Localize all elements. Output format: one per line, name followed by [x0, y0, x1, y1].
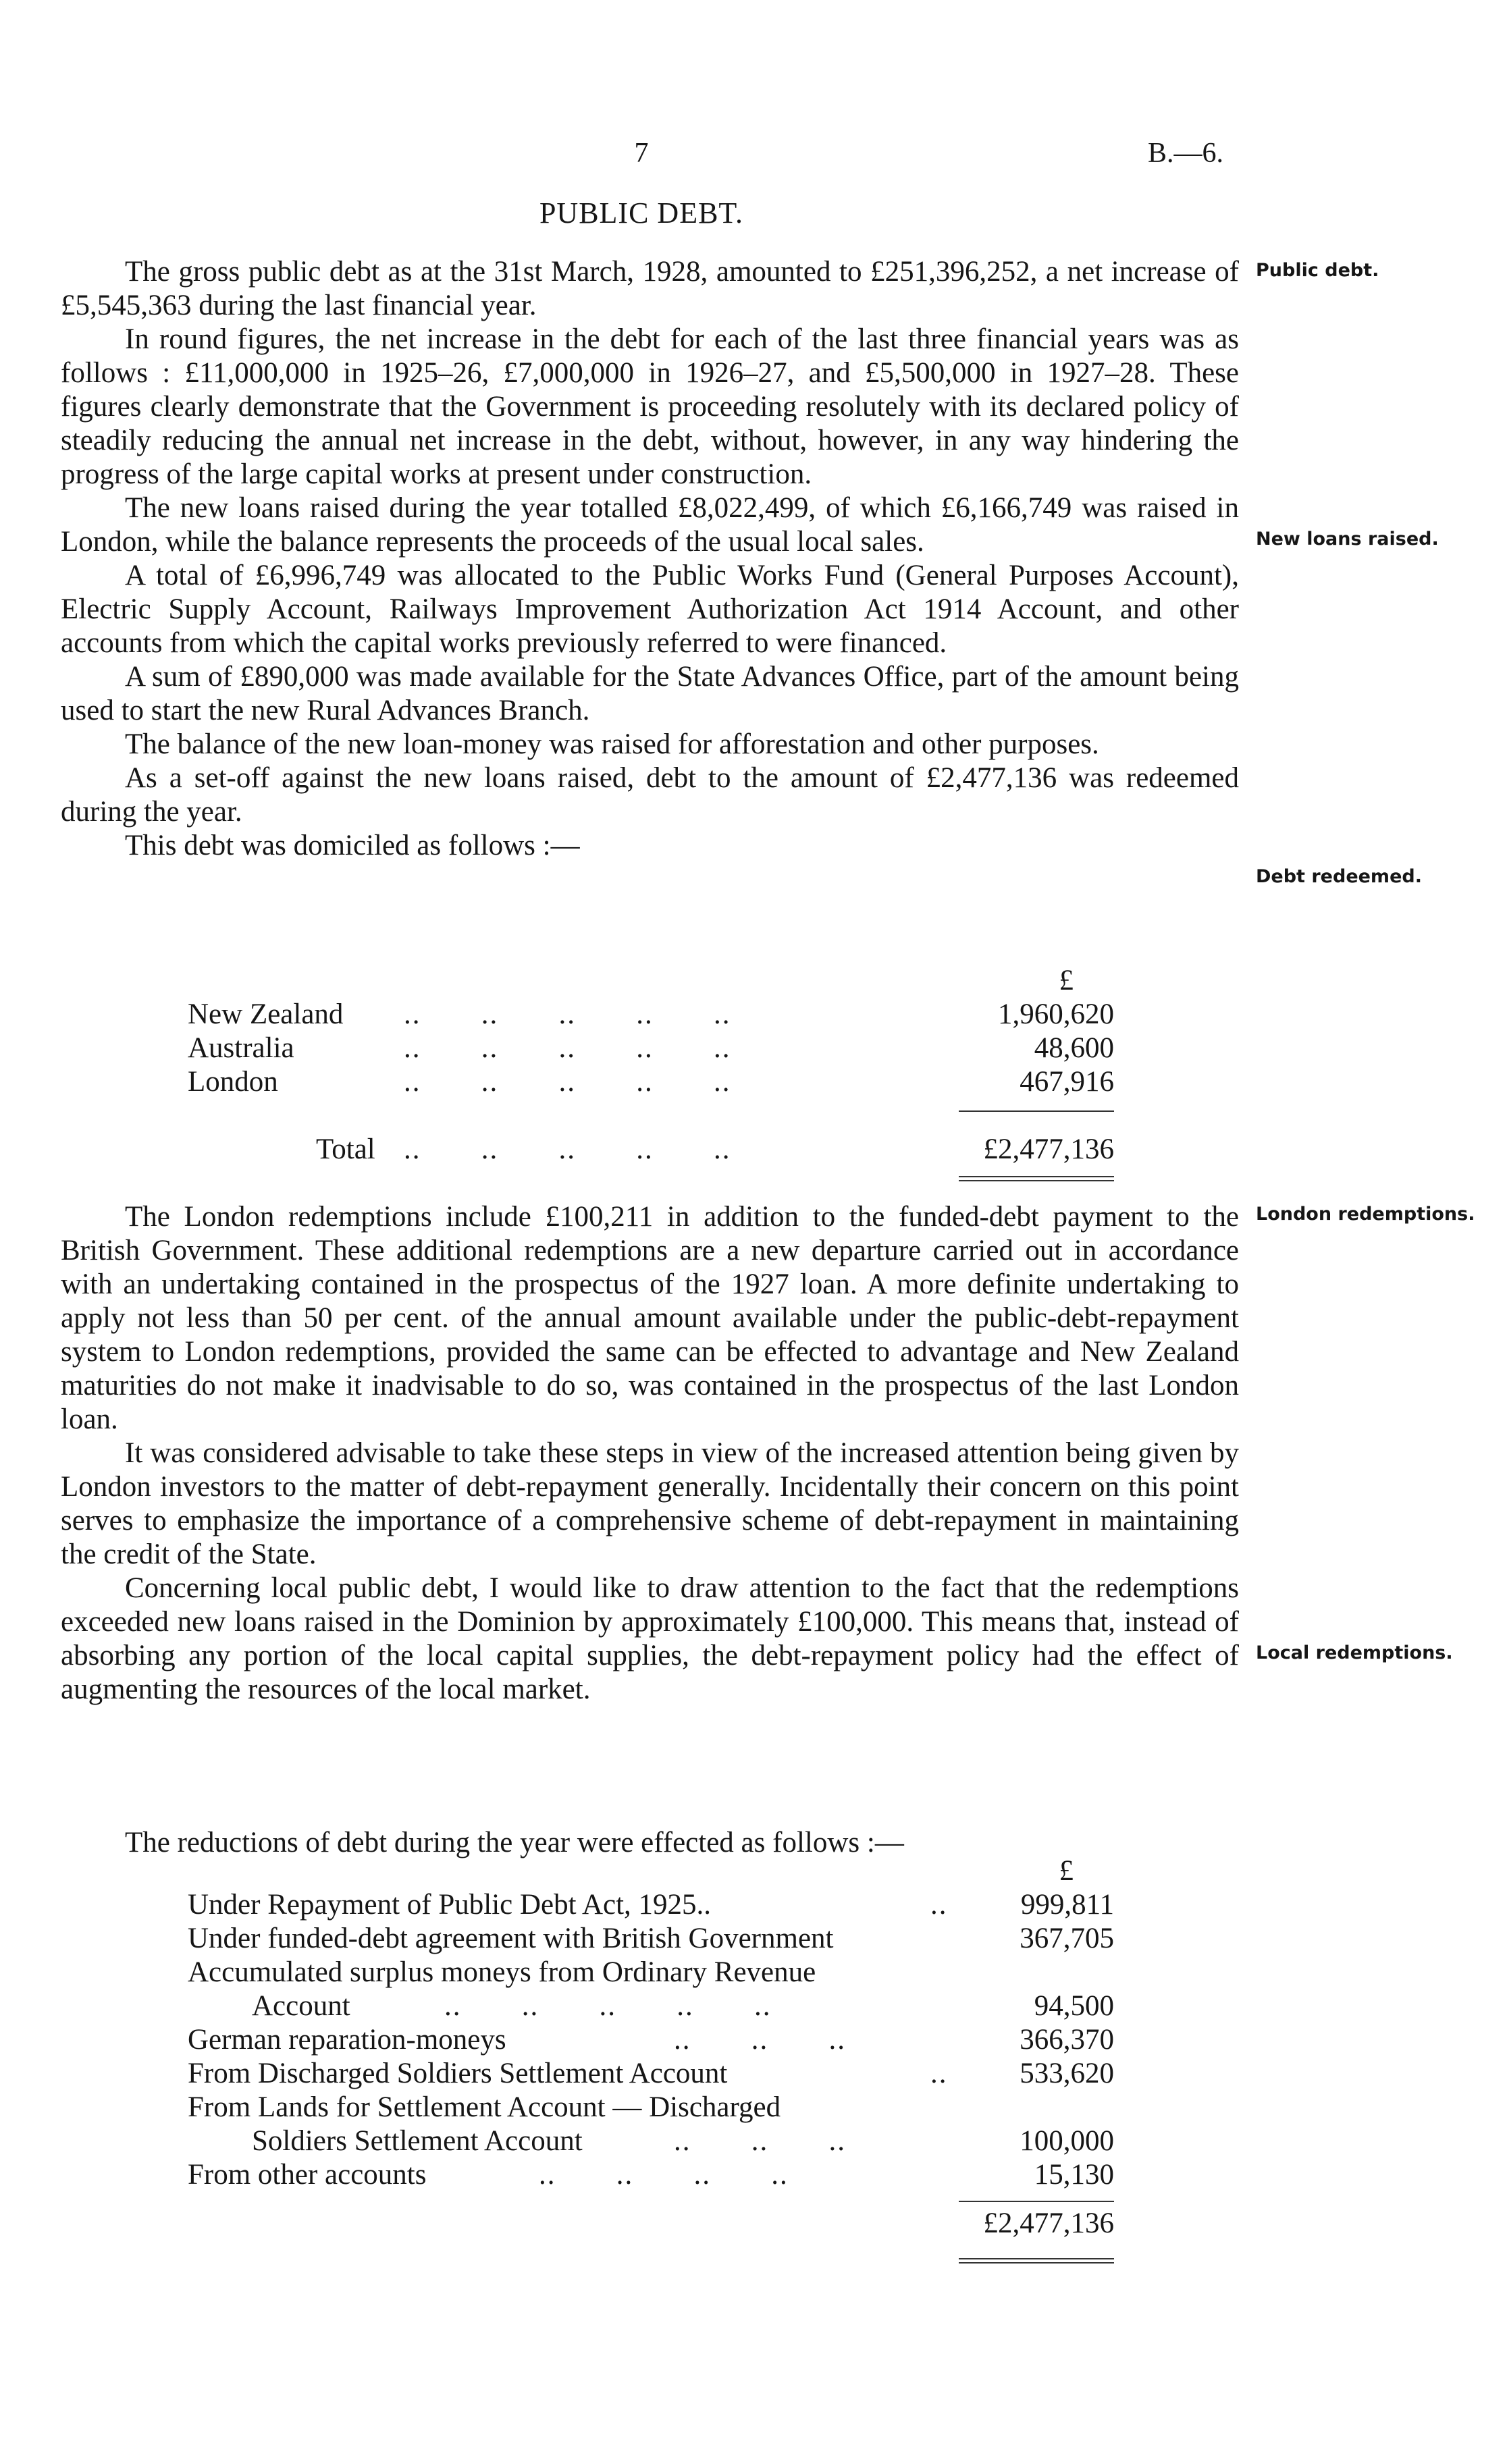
paragraph-net-increase: In round figures, the net increase in the debt for each of the last three financial years was as follows : £11,000,000 in 1925–26, £7,000,000 in 1926–27, and £5,500,000 in 1927–28. These figures clearly demonstrate that the Government is proceeding resolutely with its declared policy of steadily reducing the annual net increase in the debt, without, however, in any way hindering the progress of the large capital works at present under construction. [61, 323, 1239, 490]
page-title: PUBLIC DEBT. [539, 196, 744, 230]
row-value: 467,916 [1020, 1066, 1114, 1098]
side-note-public-debt: Public debt. [1256, 260, 1379, 281]
side-note-local-redemptions: Local redemptions. [1256, 1642, 1453, 1663]
total-rule [959, 1176, 1114, 1177]
table-row: Soldiers Settlement Account .. .. .. 100,000 [252, 2125, 1114, 2157]
row-value: 15,130 [1034, 2159, 1114, 2191]
table-row: German reparation-moneys .. .. .. 366,370 [188, 2024, 1114, 2056]
total-double-rule [959, 1180, 1114, 1181]
row-value: 48,600 [1034, 1032, 1114, 1064]
table-row: New Zealand .. .. .. .. .. 1,960,620 [188, 998, 1114, 1030]
row-label: From other accounts [188, 2159, 427, 2191]
paragraph-allocation: A total of £6,996,749 was allocated to the Public Works Fund (General Purposes Account), Electric Supply Account, Railways Improvement Authorization Act 1914 Account, and other accounts from which the capital works previously referred to were financed. [61, 560, 1239, 659]
paragraph-local-debt: Concerning local public debt, I would like to draw attention to the fact that the redemptions exceeded new loans raised in the Dominion by approximately £100,000. This means that, instead of absorbing any portion of the local capital supplies, the debt-repayment policy had the effect of augmenting the resources of the local market. [61, 1572, 1239, 1705]
row-label: From Discharged Soldiers Settlement Account [188, 2058, 728, 2089]
row-value: 366,370 [1020, 2024, 1114, 2056]
row-label: Account [252, 1990, 350, 2022]
paragraph-state-advances: A sum of £890,000 was made available for the State Advances Office, part of the amount being used to start the new Rural Advances Branch. [61, 661, 1239, 726]
table-row: Australia .. .. .. .. .. 48,600 [188, 1032, 1114, 1064]
reductions-table [188, 1855, 1114, 2241]
row-value: 1,960,620 [998, 998, 1114, 1030]
total-value: £2,477,136 [983, 2207, 1114, 2239]
document-reference: B.—6. [1148, 138, 1224, 169]
total-double-rule [959, 2262, 1114, 2264]
paragraph-debt-redeemed: As a set-off against the new loans raised, debt to the amount of £2,477,136 was redeemed during the year. [61, 762, 1239, 828]
table-row: Under Repayment of Public Debt Act, 1925.. .. 999,811 [188, 1889, 1114, 1921]
currency-header: £ [1059, 1855, 1074, 1887]
paragraph-gross-debt: The gross public debt as at the 31st March, 1928, amounted to £251,396,252, a net increase of £5,545,363 during the last financial year. [61, 256, 1239, 321]
total-value: £2,477,136 [983, 1133, 1114, 1165]
row-value: 533,620 [1020, 2058, 1114, 2089]
row-label: New Zealand [188, 998, 344, 1030]
total-row [188, 2207, 1114, 2241]
paragraph-london-redemptions: The London redemptions include £100,211 in addition to the funded-debt payment to the British Government. These additional redemptions are a new departure carried out in accordance with an undertaking contained in the prospectus of the 1927 loan. A more definite undertaking to apply not less than 50 per cent. of the annual amount available under the public-debt-repayment system to London redemptions, provided the same can be effected to advantage and New Zealand maturities do not make it inadvisable to do so, was contained in the prospectus of the last London loan. [61, 1201, 1239, 1435]
paragraph-afforestation: The balance of the new loan-money was raised for afforestation and other purposes. [125, 728, 1099, 760]
row-label: Under funded-debt agreement with British Government [188, 1923, 834, 1954]
row-label: German reparation-moneys [188, 2024, 506, 2056]
row-label: Accumulated surplus moneys from Ordinary Revenue [188, 1956, 816, 1988]
side-note-debt-redeemed: Debt redeemed. [1256, 866, 1422, 887]
paragraph-london-investors: It was considered advisable to take these steps in view of the increased attention being given by London investors to the matter of debt-repayment generally. Incidentally their concern on this point serves to emphasize the importance of a comprehensive scheme of debt-repayment in maintaining the credit of the State. [61, 1437, 1239, 1570]
side-note-new-loans: New loans raised. [1256, 529, 1439, 550]
side-note-london-redemptions: London redemptions. [1256, 1204, 1475, 1225]
paragraph-reductions: The reductions of debt during the year were effected as follows :— [125, 1827, 904, 1858]
table-row [188, 1922, 1114, 1956]
table-row: From Discharged Soldiers Settlement Account .. 533,620 [188, 2058, 1114, 2089]
row-label: Under Repayment of Public Debt Act, 1925.. [188, 1889, 712, 1921]
table-row [188, 1956, 1114, 1989]
paragraph-domiciled: This debt was domiciled as follows :— [125, 830, 580, 861]
row-label: Australia [188, 1032, 294, 1064]
paragraph-new-loans: The new loans raised during the year totalled £8,022,499, of which £6,166,749 was raised in London, while the balance represents the proceeds of the usual local sales. [61, 492, 1239, 558]
total-row: Total .. .. .. .. .. £2,477,136 [316, 1133, 1114, 1165]
table-row: Account .. .. .. .. .. 94,500 [252, 1990, 1114, 2022]
body-section-1 [61, 255, 1239, 863]
total-rule [959, 2258, 1114, 2259]
currency-header: £ [1059, 965, 1074, 996]
row-value: 367,705 [1020, 1923, 1114, 1954]
table-row: London .. .. .. .. .. 467,916 [188, 1066, 1114, 1098]
row-label: From Lands for Settlement Account — Discharged [188, 2091, 781, 2123]
page-number: 7 [634, 138, 649, 169]
row-label: London [188, 1066, 278, 1098]
row-label: Soldiers Settlement Account [252, 2125, 583, 2157]
row-value: 999,811 [1020, 1889, 1114, 1921]
body-section-2 [61, 1200, 1239, 1707]
row-value: 94,500 [1034, 1990, 1114, 2022]
subtotal-rule [959, 1110, 1114, 1112]
subtotal-rule [959, 2201, 1114, 2202]
domicile-table [188, 964, 1114, 1167]
row-value: 100,000 [1020, 2125, 1114, 2157]
table-row: From other accounts .. .. .. .. 15,130 [188, 2159, 1114, 2191]
total-label: Total [316, 1133, 375, 1165]
table-row [188, 2091, 1114, 2124]
